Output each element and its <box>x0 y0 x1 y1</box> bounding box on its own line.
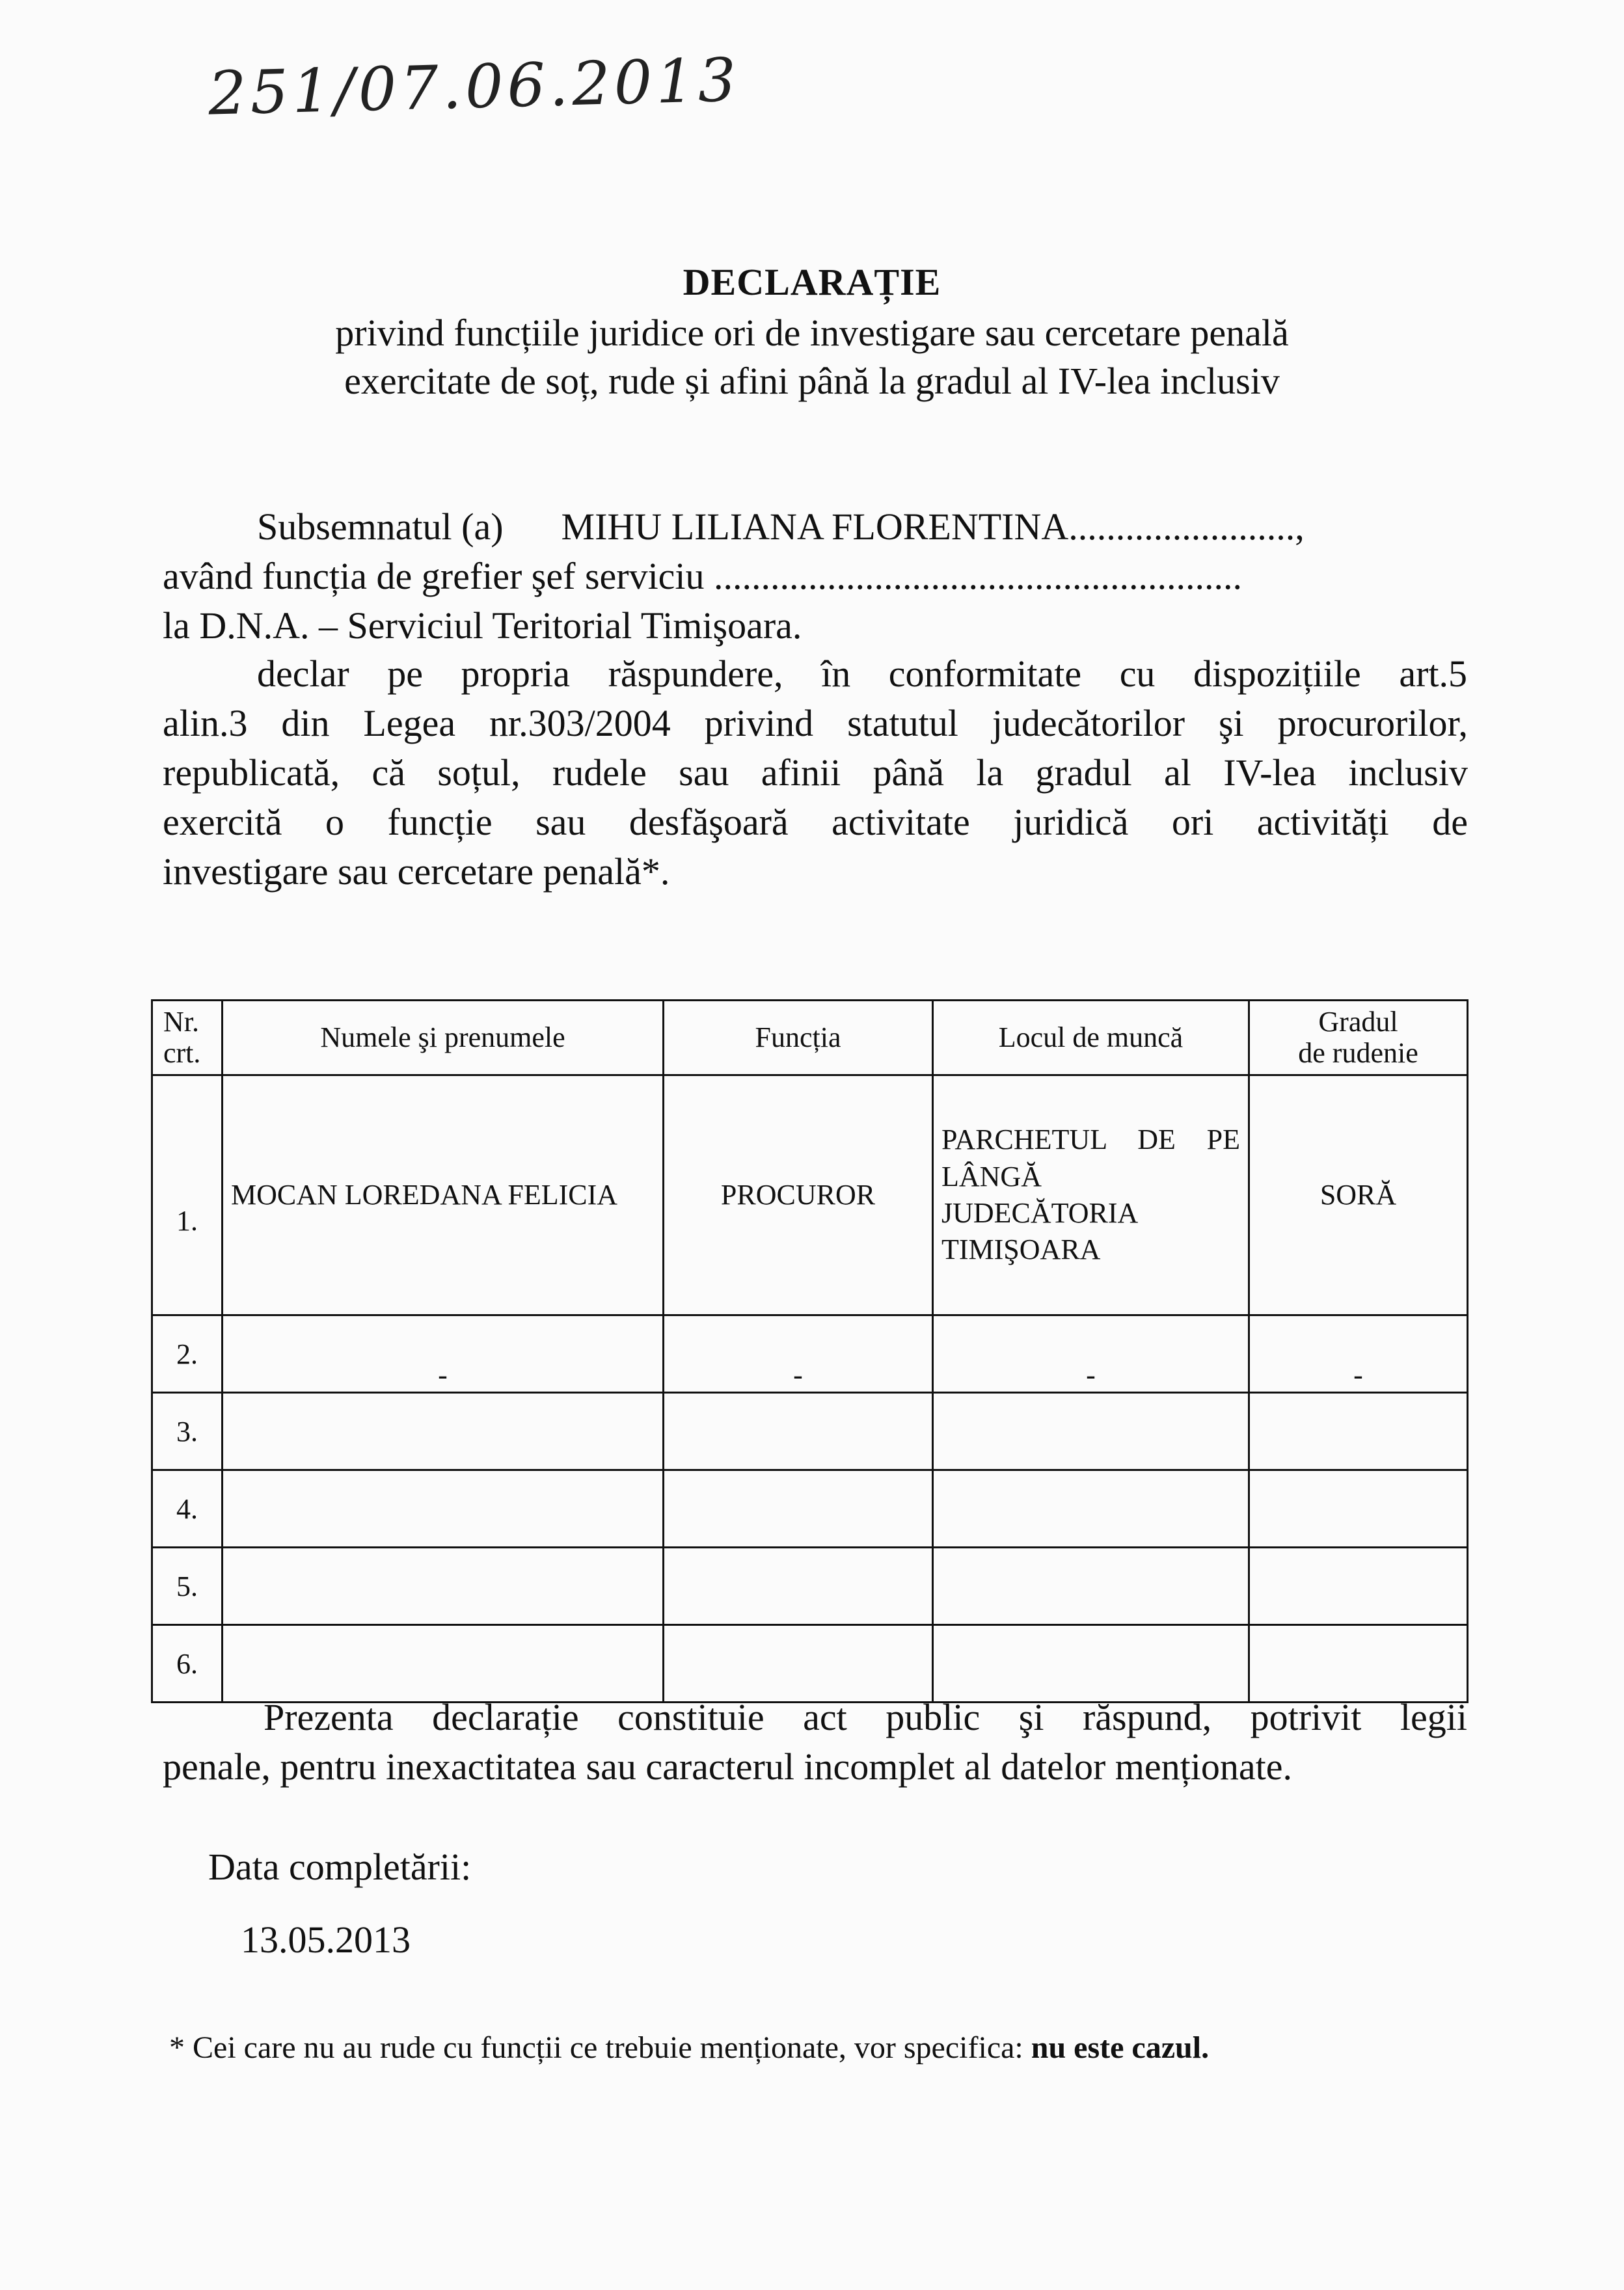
relative-function <box>664 1625 933 1703</box>
relative-function <box>664 1470 933 1548</box>
function-label: având funcția de <box>163 555 413 597</box>
name-label: Subsemnatul (a) <box>257 505 504 548</box>
relative-function <box>664 1393 933 1470</box>
footnote <box>169 2030 1209 2066</box>
statement-line4: exercită o funcție sau desfăşoară activitate juridică ori activități de <box>163 801 1468 843</box>
closing-line1: Prezenta declarație constituie act public şi răspund, potrivit legii <box>264 1696 1467 1738</box>
footnote-text: * Cei care nu au rude cu funcții ce trebuie menționate, vor specifica: <box>169 2030 1023 2065</box>
table-row <box>152 1548 1468 1625</box>
statement-line2: alin.3 din Legea nr.303/2004 privind statutul judecătorilor şi procurorilor, <box>163 702 1468 744</box>
function-dots: ........................................................ <box>714 555 1243 597</box>
header-degree: Gradul de rudenie <box>1249 1001 1468 1075</box>
statement-line3: republicată, că soțul, rudele sau afinii până la gradul al IV-lea inclusiv <box>163 751 1468 794</box>
completion-date-label: Data completării: <box>208 1846 472 1888</box>
declarant-function-line <box>163 554 1242 598</box>
table-row <box>152 1315 1468 1393</box>
document-subtitle-line2: exercitate de soț, rude și afini până la gradul al IV-lea inclusiv <box>344 360 1280 402</box>
relative-function: PROCUROR <box>664 1075 933 1315</box>
completion-date-value: 13.05.2013 <box>241 1919 411 1961</box>
statement-line5: investigare sau cercetare penală*. <box>163 850 670 893</box>
declarant-name-line <box>257 505 1305 548</box>
relative-degree <box>1249 1470 1468 1548</box>
header-name: Numele şi prenumele <box>223 1001 664 1075</box>
row-number: 6. <box>152 1625 223 1703</box>
closing-line2: penale, pentru inexactitatea sau caracterul incomplet al datelor menționate. <box>163 1745 1292 1788</box>
relative-function <box>664 1548 933 1625</box>
table-row <box>152 1393 1468 1470</box>
relative-workplace <box>933 1625 1249 1703</box>
relative-workplace <box>933 1393 1249 1470</box>
table-row <box>152 1625 1468 1703</box>
row-number: 5. <box>152 1548 223 1625</box>
header-workplace: Locul de muncă <box>933 1001 1249 1075</box>
relative-name <box>223 1548 664 1625</box>
relatives-table <box>151 999 1468 1703</box>
relative-degree <box>1249 1393 1468 1470</box>
name-dots: ........................, <box>1068 505 1305 548</box>
relative-workplace: PARCHETUL DE PE LÂNGĂ JUDECĂTORIA TIMIŞOARA <box>933 1075 1249 1315</box>
relative-name <box>223 1625 664 1703</box>
row-number: 1. <box>152 1075 223 1315</box>
relative-name: MOCAN LOREDANA FELICIA <box>223 1075 664 1315</box>
relative-degree <box>1249 1625 1468 1703</box>
relative-degree <box>1249 1548 1468 1625</box>
declarant-function: grefier şef serviciu <box>421 555 705 597</box>
relative-workplace <box>933 1548 1249 1625</box>
relative-name <box>223 1393 664 1470</box>
handwritten-registration-number: 251/07.06.2013 <box>207 45 741 129</box>
header-function: Funcția <box>664 1001 933 1075</box>
row-number: 2. <box>152 1315 223 1393</box>
header-nr-crt: Nr. crt. <box>152 1001 223 1075</box>
declarant-name: MIHU LILIANA FLORENTINA <box>561 505 1069 548</box>
relative-workplace: - <box>933 1315 1249 1393</box>
document-subtitle-line1: privind funcțiile juridice ori de investigare sau cercetare penală <box>335 312 1289 354</box>
relative-name: - <box>223 1315 664 1393</box>
table-row <box>152 1470 1468 1548</box>
relative-degree: - <box>1249 1315 1468 1393</box>
relative-degree: SORĂ <box>1249 1075 1468 1315</box>
relative-function: - <box>664 1315 933 1393</box>
relative-workplace <box>933 1470 1249 1548</box>
relative-name <box>223 1470 664 1548</box>
row-number: 3. <box>152 1393 223 1470</box>
statement-line1: declar pe propria răspundere, în conformitate cu dispozițiile art.5 <box>257 653 1467 695</box>
table-header-row <box>152 1001 1468 1075</box>
footnote-emphasis: nu este cazul. <box>1031 2030 1210 2065</box>
document-title: DECLARAȚIE <box>683 261 941 303</box>
row-number: 4. <box>152 1470 223 1548</box>
declarant-workplace: la D.N.A. – Serviciul Teritorial Timişoara. <box>163 604 802 647</box>
table-row <box>152 1075 1468 1315</box>
